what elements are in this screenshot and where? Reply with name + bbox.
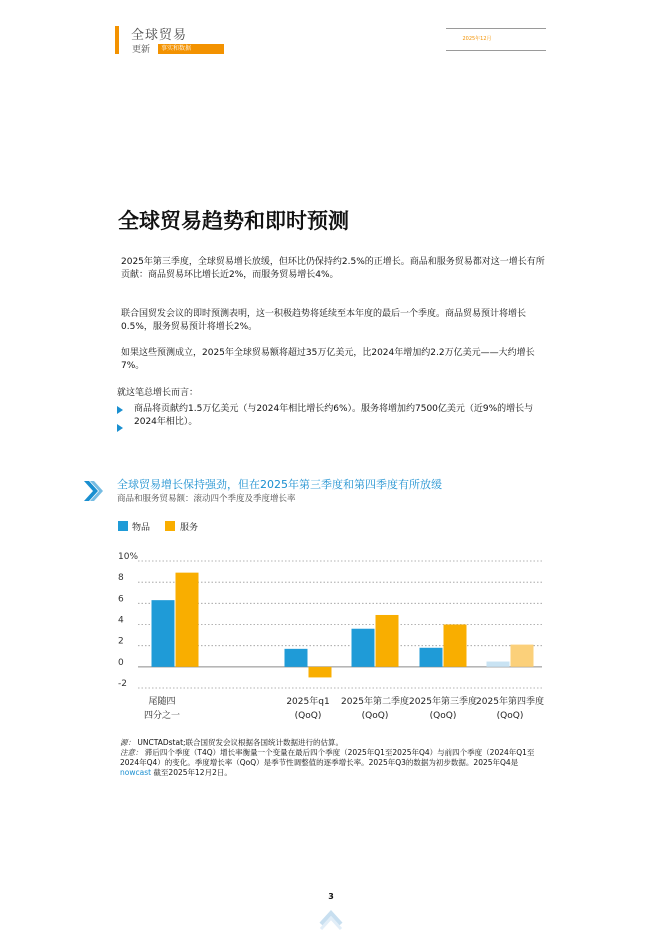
page-number: 3	[328, 892, 334, 901]
x-tick-label: 2025年q1	[286, 697, 330, 707]
note-text-end: 截至2025年12月2日。	[153, 768, 232, 777]
x-tick-label: 2025年第三季度	[409, 697, 477, 707]
explanatory-note	[120, 748, 548, 778]
bar-services	[444, 625, 467, 667]
header-title: 全球贸易	[131, 28, 188, 43]
figure-subtitle: 商品和服务贸易额：滚动四个季度及季度增长率	[117, 494, 296, 504]
y-tick-label: 4	[118, 615, 124, 626]
bar-services	[376, 615, 399, 667]
source-label: 源：	[120, 738, 135, 747]
x-tick-label: (QoQ)	[429, 711, 457, 721]
page-title: 全球贸易趋势和即时预测	[118, 209, 349, 233]
x-tick-label: (QoQ)	[496, 711, 524, 721]
bullet-arrow-icon	[117, 406, 123, 414]
y-tick-label: 6	[118, 594, 124, 605]
bar-goods	[420, 648, 443, 667]
y-tick-label: 0	[118, 657, 124, 668]
paragraph-3: 如果这些预测成立，2025年全球贸易额将超过35万亿美元，比2024年增加约2.2万亿美元——大约增长7%。	[121, 348, 535, 371]
bar-services	[511, 645, 534, 667]
y-tick-label: 10%	[118, 552, 139, 562]
bar-goods	[487, 662, 510, 667]
legend-swatch-goods	[118, 521, 128, 531]
bar-chart	[110, 545, 550, 725]
paragraph-1: 2025年第三季度，全球贸易增长放缓，但环比仍保持约2.5%的正增长。商品和服务贸易都对这一增长有所贡献：商品贸易环比增长近2%，而服务贸易增长4%。	[121, 257, 545, 280]
header-subtitle: 更新	[132, 45, 151, 55]
figure-title: 全球贸易增长保持强劲，但在2025年第三季度和第四季度有所放缓	[117, 478, 442, 491]
header-accent-bar	[115, 26, 119, 54]
source-note	[120, 738, 548, 748]
x-tick-label: 尾随四	[148, 697, 176, 707]
y-tick-label: -2	[118, 679, 127, 689]
bar-goods	[352, 629, 375, 667]
legend-label-goods: 物品	[132, 523, 151, 533]
paragraph-2: 联合国贸发会议的即时预测表明，这一积极趋势将延续至本年度的最后一个季度。商品贸易预计将增长0.5%，服务贸易预计将增长2%。	[121, 309, 527, 332]
figure-notes	[120, 738, 548, 778]
y-tick-label: 8	[118, 573, 124, 584]
header-date: 2025年12月	[462, 36, 492, 42]
bar-services	[176, 573, 199, 667]
bar-services	[309, 667, 332, 678]
legend-swatch-services	[165, 521, 175, 531]
bullet-text: 商品将贡献约1.5万亿美元（与2024年相比增长约6%）。服务将增加约7500亿美元（近9%的增长与2024年相比）。	[134, 404, 534, 427]
nowcast-link[interactable]: nowcast	[120, 768, 152, 777]
y-tick-label: 2	[118, 636, 124, 647]
bar-goods	[152, 600, 175, 667]
x-tick-label: 2025年第四季度	[476, 697, 544, 707]
header-date-rule-top	[446, 28, 546, 29]
source-text: UNCTADstat;联合国贸发会议根据各国统计数据进行的估算。	[137, 738, 344, 747]
header-tag: 事实和数据	[158, 44, 224, 54]
x-tick-label: (QoQ)	[294, 711, 322, 721]
x-tick-label: 2025年第二季度	[341, 697, 409, 707]
paragraph-4: 就这笔总增长而言：	[117, 388, 199, 398]
x-tick-label: 四分之一	[143, 711, 181, 721]
double-chevron-right-icon	[82, 479, 104, 503]
header-date-rule-bottom	[446, 50, 546, 51]
bullet-arrow-icon	[117, 424, 123, 432]
note-text: 滞后四个季度（T4Q）增长率衡量一个变量在最后四个季度（2025年Q1至2025年Q4）与前四个季度（2024年Q1至2024年Q4）的变化。季度增长率（QoQ）是季节性调整值的逐季增长率。2025年Q3的数据为初步数据。2025年Q4是	[120, 748, 535, 767]
x-tick-label: (QoQ)	[361, 711, 389, 721]
chevron-up-icon[interactable]	[318, 908, 344, 930]
bar-goods	[285, 649, 308, 667]
legend-label-services: 服务	[180, 523, 199, 533]
note-label: 注意：	[120, 748, 143, 757]
